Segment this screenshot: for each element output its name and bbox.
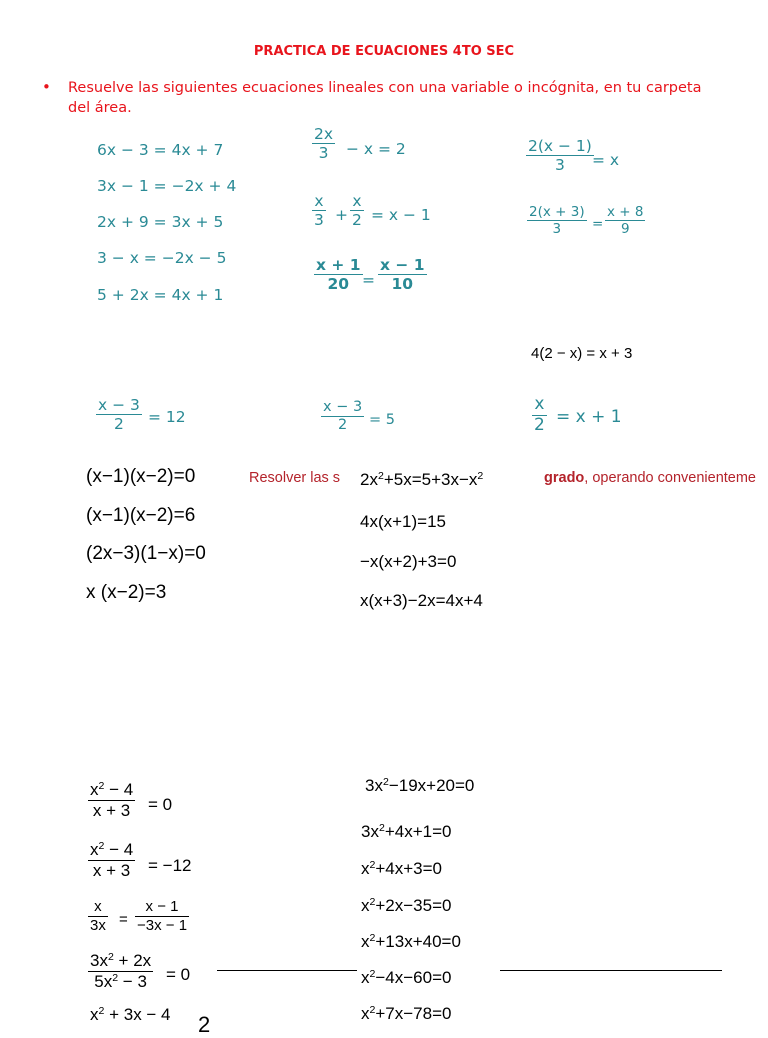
page-title: PRACTICA DE ECUACIONES 4TO SEC [253, 44, 515, 59]
linear-equation-5: 5 + 2x = 4x + 1 [97, 286, 224, 304]
linear-mid-eq2-rest: = x − 1 [371, 206, 431, 224]
quadratic-mid-equation-4: x(x+3)−2x=4x+4 [360, 591, 483, 610]
fraction-x-minus-1-over-10: x − 1 10 [380, 256, 425, 294]
quadratic-equation-3: (2x−3)(1−x)=0 [86, 543, 206, 564]
quadratic-right-equation-4: $x^2+2x-35=0$ [361, 896, 452, 915]
fraction-x-over-2: x 2 [352, 192, 362, 230]
fraction-3x2-plus-2x-over-5x2-minus-3: $3x^2 + 2x$ $5x^2 - 3$ [90, 951, 152, 991]
fraction-2-x-plus-3-over-3: 2(x + 3) 3 [529, 204, 585, 238]
bullet-marker: • [42, 78, 51, 96]
horizontal-rule-left [217, 970, 357, 971]
fraction-2-x-minus-1-over-3: 2(x − 1) 3 [528, 137, 592, 175]
fraction-x-plus-8-over-9: x + 8 9 [607, 204, 644, 238]
quadratic-mid-equation-3: −x(x+2)+3=0 [360, 552, 457, 571]
quadratic-right-equation-3: $x^2+4x+3=0$ [361, 859, 443, 878]
quadratic-instruction-fragment-left: Resolver las s [249, 470, 341, 486]
fraction-x-plus-1-over-20: x + 1 20 [316, 256, 361, 294]
quadratic-right-equation-6: $x^2-4x-60=0$ [361, 968, 452, 987]
frac-row-eq3-rest: = x + 1 [556, 407, 622, 427]
equals-sign: = [119, 911, 128, 928]
quadratic-right-equation-5: $x^2+13x+40=0$ [361, 932, 461, 951]
plus-sign: + [335, 206, 348, 224]
quadratic-instruction-fragment-right: grado, operando convenienteme [544, 470, 756, 486]
rational-eq1-rest: = 0 [148, 795, 173, 814]
quadratic-right-equation-2: $3x^2+4x+1=0$ [361, 822, 452, 841]
rational-eq2-rest: = −12 [148, 856, 192, 875]
fraction-2x-over-3: 2x 3 [314, 125, 334, 163]
quadratic-right-equation-1: $3x^2-19x+20=0$ [365, 776, 475, 795]
fraction-x-over-3x: x 3x [90, 898, 106, 934]
fraction-x-minus-3-over-2-b: x − 3 2 [323, 399, 363, 434]
equals-sign: = [592, 216, 604, 232]
fraction-x-over-2-b: x 2 [534, 394, 545, 435]
frac-row-eq1-rest: = 12 [148, 408, 186, 426]
quadratic-equation-4: x (x−2)=3 [86, 582, 167, 603]
linear-equation-3: 2x + 9 = 3x + 5 [97, 213, 224, 231]
quadratic-equation-2: (x−1)(x−2)=6 [86, 505, 196, 526]
rational-eq5-numerator: $x^2 + 3x - 4$ [90, 1005, 171, 1024]
horizontal-rule-right [500, 970, 722, 971]
frac-row-eq2-rest: = 5 [369, 412, 395, 428]
quadratic-mid-equation-1: $2x^2+5x=5+3x-x^2$ [360, 470, 487, 490]
rational-eq4-rest: = 0 [166, 965, 191, 984]
equals-sign: = [362, 271, 375, 289]
instruction-text: Resuelve las siguientes ecuaciones lineales con una variable o incógnita, en tu carpeta del área. [68, 80, 702, 116]
fraction-x2-minus-4-over-x-plus-3-b: $x^2 - 4$ x + 3 [90, 840, 134, 880]
linear-equation-2: 3x − 1 = −2x + 4 [97, 177, 237, 195]
linear-mid-eq1-rest: − x = 2 [346, 140, 406, 158]
quadratic-right-equation-7: $x^2+7x-78=0$ [361, 1004, 452, 1023]
quadratic-mid-equation-2: 4x(x+1)=15 [360, 512, 446, 531]
linear-equation-4-2-x: 4(2 − x) = x + 3 [531, 345, 633, 362]
stray-glyph: 2 [198, 1012, 211, 1037]
quadratic-equation-1: (x−1)(x−2)=0 [86, 466, 196, 487]
fraction-x-minus-3-over-2-a: x − 3 2 [98, 396, 140, 434]
linear-equation-1: 6x − 3 = 4x + 7 [97, 141, 224, 159]
fraction-x-over-3: x 3 [314, 192, 324, 230]
fraction-x-minus-1-over-neg3x-minus-1: x − 1 −3x − 1 [137, 898, 188, 934]
linear-right-eq1-rest: = x [592, 151, 620, 169]
linear-equation-4: 3 − x = −2x − 5 [97, 249, 227, 267]
fraction-x2-minus-4-over-x-plus-3-a: $x^2 - 4$ x + 3 [90, 780, 134, 820]
